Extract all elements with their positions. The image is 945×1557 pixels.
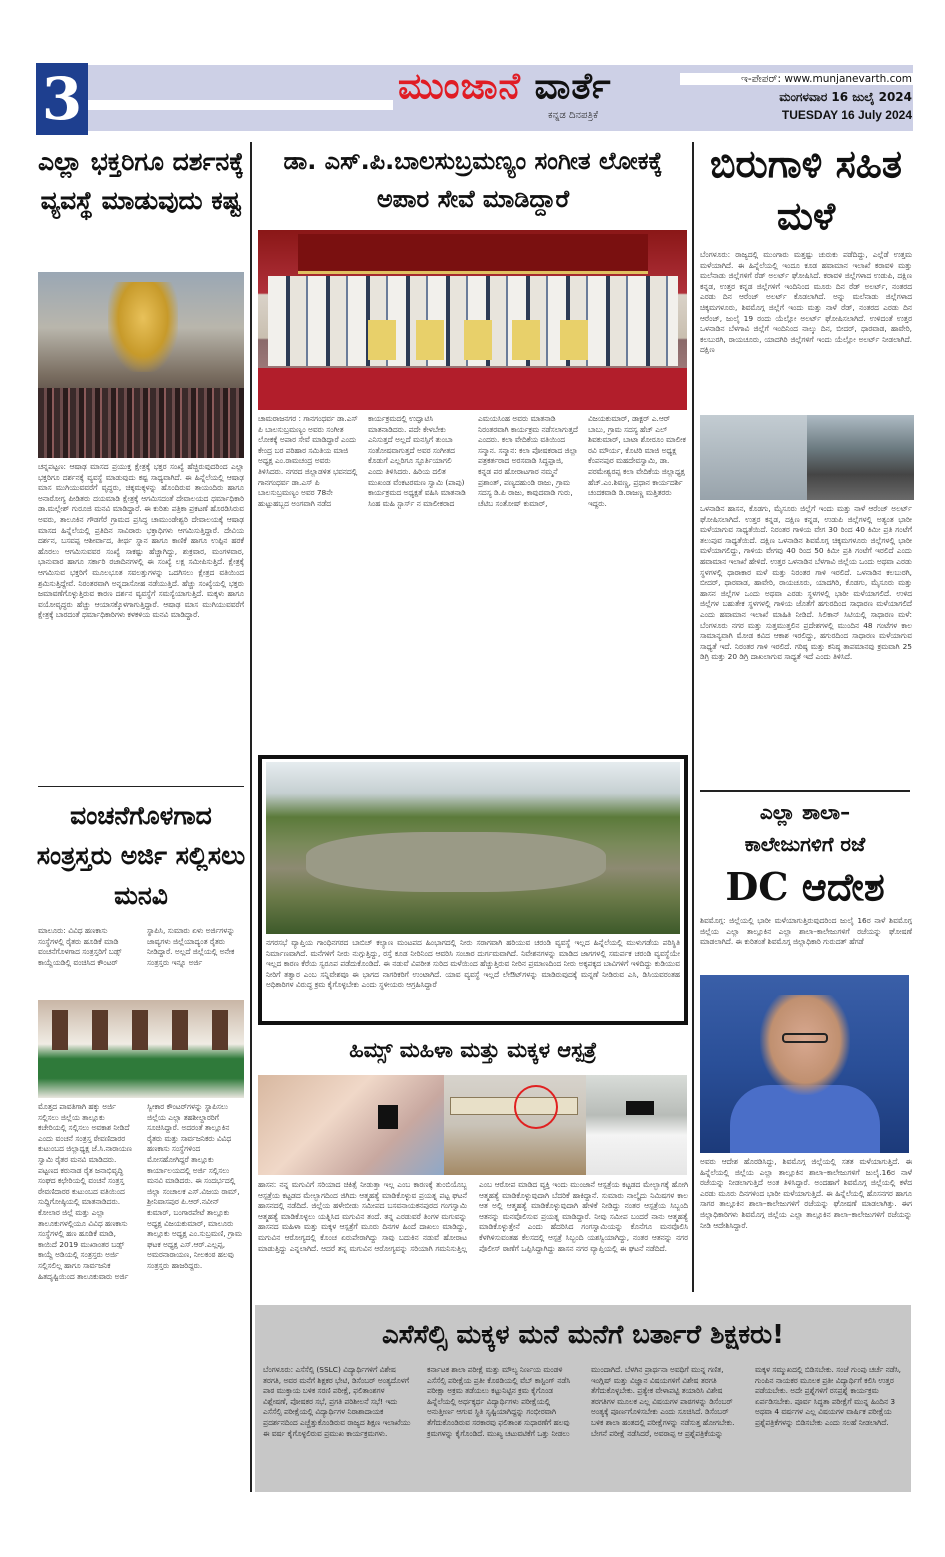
article-body-wind-rain-1: ಬೆಂಗಳೂರು: ರಾಜ್ಯದಲ್ಲಿ ಮುಂಗಾರು ಮತ್ತಷ್ಟು ಚುರುಕು ಪಡೆದಿದ್ದು, ಎಲ್ಲೆಡೆ ಉತ್ತಮ ಮಳೆಯಾಗಿದೆ. ಈ ಹಿನ್ನೆಲೆಯಲ್ಲಿ ಇಂದೂ ಕೂಡ ಹವಾಮಾನ ಇಲಾಖೆ ಕರಾವಳಿ ಮತ್ತು ಮಲೆನಾಡು ಜಿಲ್ಲೆಗಳಿಗೆ ರೆಡ್ ಅಲರ್ಟ್ ಘೋಷಿಸಿದೆ. ಕರಾವಳಿ ಜಿಲ್ಲೆಗಳಾದ ಉಡುಪಿ, ದಕ್ಷಿಣ ಕನ್ನಡ, ಉತ್ತರ ಕನ್ನಡ ಜಿಲ್ಲೆಗಳಿಗೆ ಇಂದಿನಿಂದ ಮೂರು ದಿನ ರೆಡ್ ಅಲರ್ಟ್, ನಂತರದ ಎರಡು ದಿನ ಆರೆಂಜ್ ಅಲರ್ಟ್ ಕೊಡಲಾಗಿದೆ. ಅನ್ನು ಮಲೆನಾಡು ಜಿಲ್ಲೆಗಳಾದ ಚಿಕ್ಕಮಗಳೂರು, ಶಿವಮೊಗ್ಗ ಜಿಲ್ಲೆಗೆ ಇಂದು ಮತ್ತು ನಾಳೆ ರೆಡ್, ನಂತರದ ಎರಡು ದಿನ ಆರೆಂಜ್, ಜುಲೈ 19 ರಂದು ಯೆಲ್ಲೋ ಅಲರ್ಟ್ ಘೋಷಿಸಲಾಗಿದೆ. ಉಳಿದಂತೆ ಉತ್ತರ ಒಳನಾಡಿನ ಬೆಳಗಾವಿ ಜಿಲ್ಲೆಗೆ ಇಂದಿನಿಂದ ನಾಲ್ಕು ದಿನ, ಬೀದರ್, ಧಾರವಾಡ, ಹಾವೇರಿ, ಕಲಬುರಗಿ, ರಾಯಚೂರು, ಯಾದಗಿರಿ ಜಿಲ್ಲೆಗಳಿಗೆ ಇಂದು ಯೆಲ್ಲೋ ಅಲರ್ಟ್ ನೀಡಲಾಗಿದೆ. ದಕ್ಷಿಣ bbox=[700, 250, 912, 355]
farmers-group-photo bbox=[38, 1000, 244, 1098]
censor-bar bbox=[626, 1101, 654, 1115]
date-english: TUESDAY 16 July 2024 bbox=[781, 108, 912, 122]
censor-bar bbox=[378, 1105, 398, 1129]
flooded-layout-photo bbox=[266, 762, 680, 934]
epaper-link[interactable]: ಇ-ಪೇಪರ್: www.munjanevarth.com bbox=[741, 73, 912, 85]
article-body-dc-2: ಅವರು ಆದೇಶ ಹೊರಡಿಸಿದ್ದು, ಶಿವಮೊಗ್ಗ ಜಿಲ್ಲೆಯಲ್ಲಿ ಸತತ ಮಳೆಯಾಗುತ್ತಿದೆ. ಈ ಹಿನ್ನೆಲೆಯಲ್ಲಿ ಜಿಲ್ಲೆಯ ಎಲ್ಲಾ ತಾಲ್ಲೂಕಿನ ಶಾಲಾ–ಕಾಲೇಜುಗಳಿಗೆ ಜುಲೈ.16ರ ನಾಳೆ ರಜೆಯನ್ನು ನೀಡಲಾಗುತ್ತಿದೆ ಅಂತ ತಿಳಿಸಿದ್ದಾರೆ. ಅಂದಹಾಗೆ ಶಿವಮೊಗ್ಗ ಜಿಲ್ಲೆಯಲ್ಲಿ ಕಳೆದ ಎರಡು ಮೂರು ದಿನಗಳಿಂದ ಭಾರೀ ಮಳೆಯಾಗುತ್ತಿದೆ. ಈ ಹಿನ್ನೆಲೆಯಲ್ಲಿ ಹೊಸನಗರ ಹಾಗೂ ಸಾಗರ ತಾಲ್ಲೂಕಿನ ಶಾಲಾ–ಕಾಲೇಜುಗಳಿಗೆ ರಜೆಯನ್ನು ಘೋಷಣೆ ಮಾಡಲಾಗಿತ್ತು. ಈಗ ಜಿಲ್ಲಾಧಿಕಾರಿಗಳು ಶಿವಮೊಗ್ಗ ಜಿಲ್ಲೆಯ ಎಲ್ಲಾ ತಾಲ್ಲೂಕಿನ ಶಾಲಾ–ಕಾಲೇಜುಗಳಿಗೆ ರಜೆಯನ್ನು ನೀಡಿ ಆದೇಶಿಸಿದ್ದಾರೆ. bbox=[700, 1157, 912, 1230]
article-body-victims-2: ಮೊತ್ತದ ಪಾವತಿಗಾಗಿ ಹಕ್ಕು ಅರ್ಜಿ ಸಲ್ಲಿಸಲು ಜಿಲ್ಲೆಯ ತಾಲ್ಲೂಕು ಕಚೇರಿಯಲ್ಲಿ ಸಲ್ಲಿಸಲು ಅವಕಾಶ ನೀಡಿದೆ ಎಂದು ವಂಚನೆ ಸಂತ್ರಸ್ತ ಠೇವಣಿದಾರರ ಕುಟುಂಬದ ಜಿಲ್ಲಾಧ್ಯಕ್ಷ ಜೆ.ಸಿ.ನಾರಾಯಣ ಸ್ವಾಮಿ ರೈತರ ಮನವಿ ಮಾಡಿದರು. ಪಟ್ಟಣದ ಕರುನಾಡ ರೈತ ಜನಾಭಿವೃದ್ಧಿ ಸಂಘದ ಕಛೇರಿಯಲ್ಲಿ ವಂಚನೆ ಸಂತ್ರಸ್ತ ಠೇವಣಿದಾರರ ಕುಟುಂಬದ ವತಿಯಿಂದ ಸುದ್ದಿಗೋಷ್ಠಿಯಲ್ಲಿ ಮಾತನಾಡಿದರು. ಕೋಲಾರ ಜಿಲ್ಲೆ ಮತ್ತು ಎಲ್ಲಾ ತಾಲೂಕುಗಳಲ್ಲಿಯೂ ವಿವಿಧ ಹಣಕಾಸು ಸಂಸ್ಥೆಗಳಲ್ಲಿ ಹಣ ಹೂಡಿಕೆ ಮಾಡಿ, ಕಾಯಿದೆ 2019 ಮುಖಾಂತರ ಬಡ್ಸ್ ಕಾಯ್ದೆ ಅಡಿಯಲ್ಲಿ ಸಂತ್ರಸ್ತರು ಅರ್ಜಿ ಸಲ್ಲಿಸಲಿಲ್ಲ ಹಾಗೂ ಸಾರ್ವಜನಿಕ ಹಿತದೃಷ್ಟಿಯಿಂದ ತಾಲೂಕುವಾರು ಅರ್ಜಿ ಸ್ವೀಕಾರ ಕೌಂಟರ್‌ಗಳನ್ನು ಸ್ಥಾಪಿಸಲು ಜಿಲ್ಲೆಯ ಎಲ್ಲಾ ತಹಶೀಲ್ದಾರರಿಗೆ ಸೂಚಿಸಿದ್ದಾರೆ. ಅದರಂತೆ ತಾಲ್ಲೂಕಿನ ರೈತರು ಮತ್ತು ಸಾರ್ವಜನಿಕರು ವಿವಿಧ ಹಣಕಾಸು ಸಂಸ್ಥೆಗಳಿಂದ ಮೋಸಹೋಗಿದ್ದರೆ ತಾಲ್ಲೂಕು ಕಾರ್ಯಾಲಯದಲ್ಲಿ ಅರ್ಜಿ ಸಲ್ಲಿಸಲು ಮನವಿ ಮಾಡಿದರು. ಈ ಸಂದರ್ಭದಲ್ಲಿ ಜಿಲ್ಲಾ ಸಂಚಾಲಕ ಎಸ್.ವಿಜಯ ರಾಮ್, ಶ್ರೀನಿವಾಸಪುರ ಪಿ.ಆರ್.ನವೀನ್ ಕುಮಾರ್, ಬಂಗಾರಪೇಟೆ ತಾಲ್ಲೂಕು ಅಧ್ಯಕ್ಷ ವಿಜಯಕುಮಾರ್, ಮಾಲೂರು ತಾಲ್ಲೂಕು ಅಧ್ಯಕ್ಷ ಎಂ.ಸುಬ್ರಮಣಿ, ಗ್ರಾಮ ಘಟಕ ಅಧ್ಯಕ್ಷ ಎಸ್.ಆರ್.ಎಲ್ಲಪ್ಪ, ಅಮರನಾರಾಯಣ, ನೀಲಕಂಠ ಹಲವು ಸಂತ್ರಸ್ತರು ಹಾಜರಿದ್ದರು. bbox=[38, 1102, 242, 1281]
column-divider bbox=[250, 142, 252, 1492]
headline-victims[interactable]: ವಂಚನೆಗೊಳಗಾದ ಸಂತ್ರಸ್ತರು ಅರ್ಜಿ ಸಲ್ಲಿಸಲು ಮನವಿ bbox=[36, 801, 246, 910]
headline-dc-line1[interactable]: ಎಲ್ಲಾ ಶಾಲಾ– bbox=[759, 800, 851, 824]
newspaper-logo bbox=[398, 66, 612, 108]
article-body-wind-rain-2: ಒಳನಾಡಿನ ಹಾಸನ, ಕೊಡಗು, ಮೈಸೂರು ಜಿಲ್ಲೆಗೆ ಇಂದು ಮತ್ತು ನಾಳೆ ಆರೆಂಜ್ ಅಲರ್ಟ್ ಘೋಷಿಸಲಾಗಿದೆ. ಉತ್ತರ ಕನ್ನಡ, ದಕ್ಷಿಣ ಕನ್ನಡ, ಉಡುಪಿ ಜಿಲ್ಲೆಗಳಲ್ಲಿ ಅತ್ಯಂತ ಭಾರೀ ಮಳೆಯಾಗುವ ಸಾಧ್ಯತೆಯಿದೆ. ನಿರಂತರ ಗಾಳಿಯ ವೇಗ 30 ರಿಂದ 40 ಕಿಮೀ ಪ್ರತಿ ಗಂಟೆಗೆ ತಲುಪುವ ಸಾಧ್ಯತೆಯಿದೆ. ದಕ್ಷಿಣ ಒಳನಾಡಿನ ಶಿವಮೊಗ್ಗ ಚಿಕ್ಕಮಗಳೂರು ಜಿಲ್ಲೆಗಳಲ್ಲಿ ಭಾರೀ ಮಳೆಯಾಗಲಿದ್ದು, ಗಾಳಿಯ ವೇಗವು 40 ರಿಂದ 50 ಕಿಮೀ ಪ್ರತಿ ಗಂಟೆಗೆ ಇರಲಿದೆ ಎಂದು ಹವಾಮಾನ ಇಲಾಖೆ ಹೇಳಿದೆ. ಉತ್ತರ ಒಳನಾಡಿನ ಬೆಳಗಾವಿ ಜಿಲ್ಲೆಯ ಒಂದು ಅಥವಾ ಎರಡು ಸ್ಥಳಗಳಲ್ಲಿ ಧಾರಾಕಾರ ಮಳೆ ಮತ್ತು ನಿರಂತರ ಗಾಳಿ ಇರಲಿದೆ. ಒಳನಾಡಿನ ಕಲಬುರಗಿ, ಬೀದರ್, ಧಾರವಾಡ, ಹಾವೇರಿ, ರಾಯಚೂರು, ಯಾದಗಿರಿ, ಕೊಡಗು, ಮೈಸೂರು ಮತ್ತು ಹಾಸನ ಜಿಲ್ಲೆಗಳ ಒಂದು ಅಥವಾ ಎರಡು ಸ್ಥಳಗಳಲ್ಲಿ ಭಾರೀ ಮಳೆಯಾಗಲಿದೆ. ಉಳಿದ ಜಿಲ್ಲೆಗಳ ಬಹುತೇಕ ಸ್ಥಳಗಳಲ್ಲಿ ಗಾಳಿಯ ಜೊತೆಗೆ ಹಗುರದಿಂದ ಸಾಧಾರಣ ಮಳೆಯಾಗಲಿದೆ ಎಂದು ಹವಾಮಾನ ಇಲಾಖೆ ಮಾಹಿತಿ ನೀಡಿದೆ. ಸಿಲಿಕಾನ್ ಸಿಟಿಯಲ್ಲಿ ಸಾಧಾರಣ ಮಳೆ: ಬೆಂಗಳೂರು ನಗರ ಮತ್ತು ಸುತ್ತಮುತ್ತಲಿನ ಪ್ರದೇಶಗಳಲ್ಲಿ ಮುಂದಿನ 48 ಗಂಟೆಗಳ ಕಾಲ ಸಾಮಾನ್ಯವಾಗಿ ಮೋಡ ಕವಿದ ಆಕಾಶ ಇರಲಿದ್ದು, ಹಗುರದಿಂದ ಸಾಧಾರಣ ಮಳೆಯಾಗುವ ಸಾಧ್ಯತೆ ಇದೆ. ನಿರಂತರ ಗಾಳಿ ಇರಲಿದೆ. ಗರಿಷ್ಠ ಮತ್ತು ಕನಿಷ್ಠ ತಾಪಮಾನವು ಕ್ರಮವಾಗಿ 25 ಡಿಗ್ರಿ ಮತ್ತು 20 ಡಿಗ್ರಿ ದಾಖಲಾಗುವ ಸಾಧ್ಯತೆ ಇದೆ ಎಂದು ತಿಳಿಸಿದೆ. bbox=[700, 504, 912, 662]
date-kannada: ಮಂಗಳವಾರ 16 ಜುಲೈ 2024 bbox=[779, 90, 912, 104]
shirt bbox=[730, 1085, 880, 1153]
sea-waves-photo bbox=[807, 415, 914, 500]
section-divider bbox=[38, 786, 244, 787]
section-divider bbox=[700, 790, 910, 792]
page-number: 3 bbox=[36, 63, 88, 135]
logo-tagline: ಕನ್ನಡ ದಿನಪತ್ರಿಕೆ bbox=[548, 110, 599, 121]
article-body-sslc: ಬೆಂಗಳೂರು: ಎಸೆಸೆಲ್ಸಿ (SSLC) ವಿದ್ಯಾರ್ಥಿಗಳಿಗೆ ವಿಶೇಷ ತರಗತಿ, ಅವರ ಮನೆಗೆ ಶಿಕ್ಷಕರ ಭೇಟಿ, ಡಿಸೆಂಬರ್ ಅಂತ್ಯದೊಳಗೆ ಪಾಠ ಮುಕ್ತಾಯ ಬಳಿಕ ಸರಣಿ ಪರೀಕ್ಷೆ, ಫಲಿತಾಂಶಗಳ ವಿಶ್ಲೇಷಣೆ, ಪೋಷಕರ ಸಭೆ, ಪ್ರಗತಿ ಪರಿಶೀಲನೆ ಸಭೆ! ಇದು ಎಸೆಸೆಲ್ಸಿ ಪರೀಕ್ಷೆಯಲ್ಲಿ ವಿದ್ಯಾರ್ಥಿಗಳ ನಿರಾಶಾದಾಯಕ ಪ್ರದರ್ಶನದಿಂದ ಎಚ್ಚೆತ್ತುಕೊಂಡಿರುವ ರಾಜ್ಯದ ಶಿಕ್ಷಣ ಇಲಾಖೆಯು ಈ ವರ್ಷ ಕೈಗೊಳ್ಳಲಿರುವ ಪ್ರಮುಖ ಕಾರ್ಯಕ್ರಮಗಳು. ಕರ್ನಾಟಕ ಶಾಲಾ ಪರೀಕ್ಷೆ ಮತ್ತು ಮೌಲ್ಯ ನಿರ್ಣಯ ಮಂಡಳಿ ಎಸೆಸೆಲ್ಸಿ ಪರೀಕ್ಷೆಯ ಪ್ರತೀ ಕೊಠಡಿಯಲ್ಲಿ ವೆಬ್ ಕಾಸ್ಟಿಂಗ್ ನಡೆಸಿ ಪರೀಕ್ಷಾ ಅಕ್ರಮ ತಡೆಯಲು ಕಟ್ಟುನಿಟ್ಟಿನ ಕ್ರಮ ಕೈಗೊಂಡ ಹಿನ್ನೆಲೆಯಲ್ಲಿ ಅರ್ಧಕ್ಕರ್ಧ ವಿದ್ಯಾರ್ಥಿಗಳು ಪರೀಕ್ಷೆಯಲ್ಲಿ ಅನುತ್ತೀರ್ಣ ಆಗುವ ಸ್ಥಿತಿ ಸೃಷ್ಟಿಯಾಗಿದ್ದನ್ನು ಗಂಭೀರವಾಗಿ ತೆಗೆದುಕೊಂಡಿರುವ ಸರಕಾರವು ಫಲಿತಾಂಶ ಸುಧಾರಣೆಗೆ ಹಲವು ಕ್ರಮಗಳನ್ನು ಕೈಗೊಂಡಿದೆ. ಮುಖ್ಯ ಚಟುವಟಿಕೆಗೆ ಒತ್ತು ನೀಡಲು ಮುಂದಾಗಿದೆ. ಬೆಳಗಿನ ಪ್ರಾರ್ಥನಾ ಅವಧಿಗೆ ಮುನ್ನ ಗಣಿತ, ಇಂಗ್ಲಿಷ್ ಮತ್ತು ವಿಜ್ಞಾನ ವಿಷಯಗಳಿಗೆ ವಿಶೇಷ ತರಗತಿ ತೆಗೆದುಕೊಳ್ಳಬೇಕು. ಪ್ರತ್ಯೇಕ ವೇಳಾಪಟ್ಟಿ ತಯಾರಿಸಿ ವಿಶೇಷ ತರಗತಿಗಳ ಮೂಲಕ ಎಲ್ಲ ವಿಷಯಗಳ ಪಾಠಗಳನ್ನು ಡಿಸೆಂಬರ್ ಅಂತ್ಯಕ್ಕೆ ಪೂರ್ಣಗೊಳಿಸಬೇಕು ಎಂದು ಸೂಚಿಸಿದೆ. ಡಿಸೆಂಬರ್ ಬಳಿಕ ಶಾಲಾ ಹಂತದಲ್ಲಿ ಪರೀಕ್ಷೆಗಳನ್ನು ನಡೆಸುತ್ತ ಹೋಗಬೇಕು. ಬೇಗನೆ ಪರೀಕ್ಷೆ ನಡೆಸಿದರೆ, ಅವರಾಪ್ಪ ಆ ಪ್ರಶ್ನೆಪತ್ರಿಕೆಯನ್ನು ಮಕ್ಕಳ ಸಮ್ಮುಖದಲ್ಲಿ ಬಿಡಿಸಬೇಕು. ಸಂಜೆ ಗುಂಪು ಚರ್ಚೆ ನಡೆಸಿ, ಗುಂಪಿನ ನಾಯಕರ ಮೂಲಕ ಪ್ರತೀ ವಿದ್ಯಾರ್ಥಿಗೆ ಕಲಿಸಿ ಉತ್ತರ ಪಡೆಯಬೇಕು. ಅದೇ ಪ್ರಶ್ನೆಗಳಿಗೆ ರಸಪ್ರಶ್ನೆ ಕಾರ್ಯಕ್ರಮ ಏರ್ಪಡಿಸಬೇಕು. ಪೂರ್ವ ಸಿದ್ಧತಾ ಪರೀಕ್ಷೆಗೆ ಮುನ್ನ ಹಿಂದಿನ 3 ಅಥವಾ 4 ವರ್ಷಗಳ ಎಲ್ಲ ವಿಷಯಗಳ ವಾರ್ಷಿಕ ಪರೀಕ್ಷೆಯ ಪ್ರಶ್ನೆಪತ್ರಿಕೆಗಳನ್ನು ಬಿಡಿಸಬೇಕು ಎಂದು ಸಲಹೆ ನೀಡಲಾಗಿದೆ. bbox=[263, 1365, 901, 1438]
deity-statue bbox=[108, 282, 178, 372]
hospital-building-photo bbox=[444, 1075, 586, 1175]
sslc-story-box bbox=[255, 1305, 911, 1492]
crowd bbox=[38, 388, 244, 458]
photo-frames bbox=[368, 320, 608, 360]
headline-devotees[interactable]: ಎಲ್ಲಾ ಭಕ್ತರಿಗೂ ದರ್ಶನಕ್ಕೆ ವ್ಯವಸ್ಥೆ ಮಾಡುವುದು ಕಷ್ಟ bbox=[38, 147, 244, 215]
headline-dc-order[interactable]: DC ಆದೇಶ bbox=[725, 864, 885, 909]
flood-caption: ನಗರಸಭೆ ವ್ಯಾಪ್ತಿಯ ಗಾಂಧಿನಗರದ ಬಾಬಿಚ್ ಕಲ್ಯಾಣ ಮಂಟಪದ ಹಿಂಭಾಗದಲ್ಲಿ ನೀರು ಸರಾಗವಾಗಿ ಹರಿಯುವ ಚರಂಡಿ ವ್ಯವಸ್ಥೆ ಇಲ್ಲದ ಹಿನ್ನೆಲೆಯಲ್ಲಿ ಮುಳುಗಡೆಯ ಪರಿಸ್ಥಿತಿ ನಿರ್ಮಾಣವಾಗಿದೆ. ಮನೆಗಳಿಗೆ ನೀರು ನುಗ್ಗುತ್ತಿದ್ದು, ರಸ್ತೆ ಕೂಡ ನೀರಿನಿಂದ ಆವರಿಸಿ ಸಂಚಾರ ದುರ್ಗಮವಾಗಿದೆ. ನಿವೇಶನಗಳನ್ನು ಮಾಡಿದ ಜಾಗಗಳಲ್ಲಿ ಸಮರ್ಪಕ ಚರಂಡಿ ವ್ಯವಸ್ಥೆಯೇ ಇಲ್ಲದ ಕಾರಣ ಕೆರೆಯ ಸ್ವರೂಪ ಪಡೆದುಕೊಂಡಿದೆ. ಈ ನಡುವೆ ವಿಪರೀತ ಸುರಿದ ಮಳೆಯಿಂದ ಹೆಚ್ಚುತ್ತಿರುವ ನೀರಿನ ಪ್ರಮಾಣದಿಂದ ನೀರು ಅಕ್ಕಪಕ್ಕದ ಬಾವಿಗಳಿಗೆ ಇಳಿದಿದ್ದು ಕುಡಿಯುವ ನೀರಿಗೆ ತತ್ವಾರ ಎಂಬ ಸನ್ನಿವೇಶವೂ ಈ ಭಾಗದ ನಾಗರಿಕರಿಗೆ ಉಂಟಾಗಿದೆ. ಯಾವ ವ್ಯವಸ್ಥೆ ಇಲ್ಲದೆ ಲೇಔಟ್‌ಗಳನ್ನು ಮಾಡಿರುವುದಕ್ಕೆ ಮನ್ನಣೆ ನೀಡಿರುವ ಎಸಿ, ಡಿಸಿಯವರಂತಹ ಅಧಿಕಾರಿಗಳ ವಿರುದ್ಧ ಕ್ರಮ ಕೈಗೊಳ್ಳಬೇಕು ಎಂದು ಸ್ಥಳೀಯರು ಆಗ್ರಹಿಸಿದ್ದಾರೆ bbox=[266, 938, 680, 990]
article-body-victims-1: ಮಾಲೂರು: ವಿವಿಧ ಹಣಕಾಸು ಸಂಸ್ಥೆಗಳಲ್ಲಿ ರೈತರು ಹೂಡಿಕೆ ಮಾಡಿ ವಂಚನೆಗೊಳಗಾದ ಸಂತ್ರಸ್ತರಿಗೆ ಬಡ್ಸ್ ಕಾಯ್ದೆಯಡಿಲ್ಲಿ ವಂಚಿಸಿದ ಕೌಂಟರ್ ಸ್ಥಾಪಿಸಿ, ಸುಮಾರು ಏಳು ಅರ್ಜಿಗಳನ್ನು ಜಾವ್ಯಗಳು ಜಿಲ್ಲೆಯಾದ್ಯಂತ ರೈತರು ನೀಡಿದ್ದಾರೆ. ಅಲ್ಲದೆ ಜಿಲ್ಲೆಯಲ್ಲಿ ಅನೇಕ ಸಂತ್ರಸ್ತರು ಇನ್ನೂ ಅರ್ಜಿ bbox=[38, 926, 235, 967]
article-body-hims: ಹಾಸನ: ನನ್ನ ಮಗುವಿಗೆ ಸರಿಯಾದ ಚಿಕಿತ್ಸೆ ನೀಡುತ್ತಾ ಇಲ್ಲ ಎಂಬ ಕಾರಣಕ್ಕೆ ತುಂಬಿಯೊಬ್ಬ ಆಸ್ಪತ್ರೆಯ ಕಟ್ಟಡದ ಮೇಲ್ಭಾಗದಿಂದ ಜಿಗಿದು ಆತ್ಮಹತ್ಯೆ ಮಾಡಿಕೊಳ್ಳುವ ಪ್ರಯತ್ನ ಪಟ್ಟ ಘಟನೆ ಹಾಸನದಲ್ಲಿ ನಡೆದಿದೆ. ಜಿಲ್ಲೆಯ ಹಳೇಬೀಡು ಸಮೀಪದ ಬಸವನಾಯಕನಪುರದ ಗಂಗಸ್ವಾಮಿ ಆತ್ಮಹತ್ಯೆ ಮಾಡಿಕೊಳ್ಳಲು ಯತ್ನಿಸಿದ ಮಗುವಿನ ತಂದೆ. ತನ್ನ ಎರಡುವರೆ ತಿಂಗಳ ಮಗುವನ್ನು ಹಾಸನದ ಮಹಿಳಾ ಮತ್ತು ಮಕ್ಕಳ ಆಸ್ಪತ್ರೆಗೆ ಮೂರು ದಿನಗಳ ಹಿಂದೆ ದಾಖಲು ಮಾಡಿದ್ದು, ಮಗುವಿನ ಆರೋಗ್ಯದಲ್ಲಿ ಕೊಂಚ ಏರುಪೇರಾಗಿದ್ದು ಸಾವು ಬದುಕಿನ ನಡುವೆ ಹೋರಾಟ ಮಾಡುತ್ತಿದ್ದು ಎನ್ನಲಾಗಿದೆ. ಆದರೆ ತನ್ನ ಮಗುವಿನ ಆರೋಗ್ಯವನ್ನು ಸರಿಯಾಗಿ ಗಮನಿಸುತ್ತಿಲ್ಲ ಎಂಬ ಆರೋಪ ಮಾಡಿದ ವ್ಯಕ್ತಿ ಇಂದು ಮುಂಜಾನೆ ಆಸ್ಪತ್ರೆಯ ಕಟ್ಟಡದ ಮೇಲ್ಭಾಗಕ್ಕೆ ಹೋಗಿ ಆತ್ಮಹತ್ಯೆ ಮಾಡಿಕೊಳ್ಳುವುದಾಗಿ ಬೆದರಿಕೆ ಹಾಕಿದ್ದಾನೆ. ಸುಮಾರು ನಾಲ್ಕೈದು ನಿಮಿಷಗಳ ಕಾಲ ಆತ ಅಲ್ಲಿ ಆತ್ಮಹತ್ಯೆ ಮಾಡಿಕೊಳ್ಳುವುದಾಗಿ ಹೇಳಿಕೆ ನೀಡಿದ್ದು ನಂತರ ಆಸ್ಪತ್ರೆಯ ಸಿಬ್ಬಂದಿ ಆತನನ್ನು ಮನವೊಲಿಸುವ ಪ್ರಯತ್ನ ಮಾಡಿದ್ದಾರೆ. ನೀವು ಸಮೀಪ ಬಂದರೆ ನಾನು ಆತ್ಮಹತ್ಯೆ ಮಾಡಿಕೊಳ್ಳುತ್ತೇನೆ ಎಂದು ಹೆದರಿಸಿದ ಗಂಗಸ್ವಾಮಿಯನ್ನು ಕೊನೆಗೂ ಮನವೊಲಿಸಿ ಕೆಳಗಿಳಿಸುವಂತಹ ಕೆಲಸದಲ್ಲಿ ಆಸ್ಪತ್ರೆ ಸಿಬ್ಬಂದಿ ಯಶಸ್ವಿಯಾಗಿದ್ದು, ನಂತರ ಆತನನ್ನು ನಗರ ಪೊಲೀಸ್ ಠಾಣೆಗೆ ಒಪ್ಪಿಸಿದ್ದಾಗಿದ್ದು ಹಾಸನ ನಗರ ವ್ಯಾಪ್ತಿಯಲ್ಲಿ ಈ ಘಟನೆ ನಡೆದಿದೆ. bbox=[258, 1180, 688, 1253]
glasses bbox=[782, 1033, 828, 1043]
stage-carpet bbox=[258, 368, 687, 410]
headline-wind-rain[interactable]: ಬಿರುಗಾಳಿ ಸಹಿತ ಮಳೆ bbox=[709, 142, 903, 238]
article-body-dc-1: ಶಿವಮೊಗ್ಗ: ಜಿಲ್ಲೆಯಲ್ಲಿ ಭಾರೀ ಮಳೆಯಾಗುತ್ತಿರುವುದರಿಂದ ಜುಲೈ 16ರ ನಾಳೆ ಶಿವಮೊಗ್ಗ ಜಿಲ್ಲೆಯ ಎಲ್ಲಾ ತಾಲ್ಲೂಕಿನ ಎಲ್ಲಾ ಶಾಲಾ–ಕಾಲೇಜುಗಳಿಗೆ ರಜೆಯನ್ನು ಘೋಷಣೆ ಮಾಡಲಾಗಿದೆ. ಈ ಕುರಿತಂತೆ ಶಿವಮೊಗ್ಗ ಜಿಲ್ಲಾಧಿಕಾರಿ ಗುರುದತ್ ಹೆಗಡೆ bbox=[700, 916, 912, 947]
event-banner bbox=[298, 234, 648, 274]
deputy-commissioner-photo bbox=[700, 975, 909, 1153]
column-divider bbox=[692, 142, 694, 1292]
logo-word-2: ವಾರ್ತೆ bbox=[534, 66, 612, 107]
farmers bbox=[38, 1010, 244, 1050]
headline-hims[interactable]: ಹಿಮ್ಸ್ ಮಹಿಳಾ ಮತ್ತು ಮಕ್ಕಳ ಆಸ್ಪತ್ರೆ bbox=[349, 1038, 597, 1062]
face bbox=[760, 995, 850, 1095]
headline-sslc[interactable]: ಎಸೆಸೆಲ್ಸಿ ಮಕ್ಕಳ ಮನೆ ಮನೆಗೆ ಬರ್ತಾರೆ ಶಿಕ್ಷಕರು! bbox=[381, 1320, 784, 1350]
article-body-spb: ಚಾಮರಾಜನಗರ : ಗಾನಗಂಧರ್ವ ಡಾ.ಎಸ್ ಪಿ ಬಾಲಸುಬ್ರಮಣ್ಯಂ ಅವರು ಸಂಗೀತ ಲೋಕಕ್ಕೆ ಅಪಾರ ಸೇವೆ ಮಾಡಿದ್ದಾರೆ ಎಂದು ಕೇಂದ್ರ ಬರ ಪರಿಹಾರ ಸಮಿತಿಯ ಮಾಜಿ ಅಧ್ಯಕ್ಷ ಎಂ.ರಾಮಚಂದ್ರ ಅವರು ತಿಳಿಸಿದರು. ನಗರದ ಜಿಲ್ಲಾಡಳಿತ ಭವನದಲ್ಲಿ ಗಾನಗಂಧರ್ವ ಡಾ.ಎಸ್ ಪಿ ಬಾಲಸುಬ್ರಮಣ್ಯಂ ಅವರ 78ನೇ ಹುಟ್ಟುಹಬ್ಬದ ಅಂಗವಾಗಿ ನಡೆದ ಕಾರ್ಯಕ್ರಮದಲ್ಲಿ ಉದ್ಘಾಟಿಸಿ ಮಾತನಾಡಿದರು. ಪದೇ ಕೇಳಬೇಕು ಎನಿಸುತ್ತದೆ ಅಲ್ಲದೆ ಮನಸ್ಸಿಗೆ ತುಂಬಾ ಸಂತೋಷವಾಗುತ್ತದೆ ಅವರ ಸಂಗೀತದ ಕೊಡುಗೆ ಎಲ್ಲರಿಗೂ ಸ್ಫೂರ್ತಿಯಾಗಲಿ ಎಂದು ತಿಳಿಸಿದರು. ಹಿರಿಯ ದಲಿತ ಮುಖಂಡ ವೆಂಕಟರಮಣ ಸ್ವಾಮಿ (ಪಾಪು) ಕಾರ್ಯಕ್ರಮದ ಅಧ್ಯಕ್ಷತೆ ವಹಿಸಿ ಮಾತನಾಡಿ ಸಿಂಹ ಮಹಿ ಸ್ಟಾರ್ಸ್ ನ ಮಾಲೀಕರಾದ ಎಮಯಸಿಂಹ ಅವರು ಮಾತನಾಡಿ ನಿರಂತರವಾಗಿ ಕಾರ್ಯಕ್ರಮ ನಡೆಸಲಾಗುತ್ತದೆ ಎಂದರು. ಕಲಾ ವೇದಿಕೆಯ ವತಿಯಿಂದ ಸನ್ಮಾನ. ಸನ್ಮಾನ: ಕಲಾ ಪೋಷಕರಾದ ಜಿಲ್ಲಾ ಪತ್ರಕರ್ತರಾದ ಅರಸವಾಡಿ ಸಿದ್ಧಪ್ಪಾಜಿ, ಕನ್ನಡ ಪರ ಹೋರಾಟಗಾರ ನಮ್ಮನೆ ಪ್ರಶಾಂತ್, ಪಣ್ಯದಹುಂಡಿ ರಾಜು, ಗ್ರಾಮ ಸದಸ್ಯ ಡಿ.ಪಿ ರಾಜು, ಕಾವುದವಾಡಿ ಗುರು, ಚೆಟಿಬ ಸಂತೋಷ್ ಕುಮಾರ್, ವಿಜಯಕುಮಾರ್, ಡಾಕ್ಟರ್ ಎ.ಆರ್ ಬಾಬು, ಗ್ರಾಮ ಸದಸ್ಯ ಹೆಚ್ ಎಲ್ ಶಿವಕುಮಾರ್, ಬಾಟಾ ಶೋರೂಂ ಮಾಲೀಕ ರವಿ ಮೌರ್ಯ, ಕೊಟಿರಿ ಮಾಜಿ ಅಧ್ಯಕ್ಷ ಕೆಂಪನಪುರ ಮಹದೇವಸ್ವಾಮಿ, ಡಾ. ಪರಮೇಶ್ವರಪ್ಪ ಕಲಾ ವೇದಿಕೆಯ ಜಿಲ್ಲಾಧ್ಯಕ್ಷ ಹೆಚ್.ಎಂ.ಶಿವಣ್ಣ, ಪ್ರಧಾನ ಕಾರ್ಯದರ್ಶಿ ಚಂದಕವಾಡಿ ಡಿ.ರಾಜಣ್ಣ ಮತ್ತಿತರರು ಇದ್ದರು. bbox=[258, 414, 686, 508]
floodwater bbox=[306, 832, 606, 892]
highlight-circle bbox=[514, 1085, 558, 1129]
infant-photo bbox=[258, 1075, 444, 1175]
masthead-rule bbox=[88, 100, 393, 110]
temple-crowd-photo bbox=[38, 272, 244, 458]
logo-word-1: ಮುಂಜಾನೆ bbox=[398, 66, 521, 107]
article-body-devotees: ಚನ್ನಪಟ್ಟಣ: ಆಷಾಢ ಮಾಸದ ಪ್ರಯುಕ್ತ ಕ್ಷೇತ್ರಕ್ಕೆ ಭಕ್ತರ ಸಂಖ್ಯೆ ಹೆಚ್ಚಿರುವುದರಿಂದ ಎಲ್ಲಾ ಭಕ್ತರಿಗೂ ದರ್ಶನಕ್ಕೆ ವ್ಯವಸ್ಥೆ ಮಾಡುವುದು ಕಷ್ಟ ಸಾಧ್ಯವಾಗಿದೆ. ಈ ಹಿನ್ನೆಲೆಯಲ್ಲಿ ಆಷಾಢ ಮಾಸ ಮುಗಿಯುವವರೆಗೆ ವೃದ್ಧರು, ಚಿಕ್ಕಮಕ್ಕಳನ್ನು ಹೊಂದಿರುವ ತಾಯಂದಿರು ಹಾಗೂ ಅನಾರೋಗ್ಯ ಪೀಡಿತರು ದಯಮಾಡಿ ಕ್ಷೇತ್ರಕ್ಕೆ ಆಗಮಿಸದಂತೆ ದೇವಾಲಯದ ಧರ್ಮಾಧಿಕಾರಿ ಡಾ.ಮಲ್ಲೇಶ್ ಗುರೂಜಿ ಮನವಿ ಮಾಡಿದ್ದಾರೆ. ಈ ಕುರಿತು ಪತ್ರಿಕಾ ಪ್ರಕಟಣೆ ಹೊರಡಿಸಿರುವ ಅವರು, ತಾಲೂಕಿನ ಗೌಡಗೆರೆ ಗ್ರಾಮದ ಪ್ರಸಿದ್ಧ ಚಾಮುಂಡೇಶ್ವರಿ ದೇವಾಲಯಕ್ಕೆ ಆಷಾಢ ಮಾಸದ ಹಿನ್ನೆಲೆಯಲ್ಲಿ ಪ್ರತಿದಿನ ಸಾವಿರಾರು ಭಕ್ತಾಧಿಗಳು ಆಗಮಿಸುತ್ತಿದ್ದಾರೆ. ದೇವಿಯ ದರ್ಶನ, ಬಸವಪ್ಪ ಆಶೀರ್ವಾದ, ತೀರ್ಥ ಸ್ನಾನ ಹಾಗೂ ಕಾಣಿಕೆ ಹಾಗೂ ಉಪ್ಪಿನ ಹರಕೆ ಹೊರಲು ಆಗಮಿಸುವವರ ಸಂಖ್ಯೆ ಸಾಕಷ್ಟು ಹೆಚ್ಚಾಗಿದ್ದು, ಶುಕ್ರವಾರ, ಮಂಗಳವಾರ, ಭಾನುವಾರ ಹಾಗೂ ಸರ್ಕಾರಿ ರಜಾದಿನಗಳಲ್ಲಿ ಈ ಸಂಖ್ಯೆ ಲಕ್ಷ ಸಮೀಪಿಸುತ್ತಿದೆ. ಕ್ಷೇತ್ರಕ್ಕೆ ಆಗಮಿಸುವ ಭಕ್ತರಿಗೆ ಮೂಲಭೂತ ಸವಲತ್ತುಗಳನ್ನು ಒದಗಿಸಲು ಕ್ಷೇತ್ರದ ವತಿಯಿಂದ ಶ್ರಮಿಸುತ್ತಿದ್ದೇವೆ. ನಿರಂತರವಾಗಿ ಅನ್ನದಾಸೋಹ ನಡೆಯುತ್ತಿದೆ. ಹೆಚ್ಚು ಸಂಖ್ಯೆಯಲ್ಲಿ ಭಕ್ತರು ಜಮಾವಣೆಗೊಳ್ಳುತ್ತಿರುವ ಕಾರಣ ದರ್ಶನ ವ್ಯವಸ್ಥೆಗೆ ಸಮಸ್ಯೆಯಾಗುತ್ತಿದೆ. ಮಕ್ಕಳು ಹಾಗೂ ವಯೋವೃದ್ಧರು ಹೆಚ್ಚು ಆಯಾಸಕ್ಕೊಳಗಾಗುತ್ತಿದ್ದಾರೆ. ಆಷಾಢ ಮಾಸ ಮುಗಿಯುವವರೆಗೆ ಕ್ಷೇತ್ರಕ್ಕೆ ಬಾರದಂತೆ ಧರ್ಮಾಧಿಕಾರಿಗಳು ಕಳಕಳಿಯ ಮನವಿ ಮಾಡಿದ್ದಾರೆ. bbox=[38, 462, 244, 620]
headline-spb[interactable]: ಡಾ. ಎಸ್.ಪಿ.ಬಾಲಸುಬ್ರಮಣ್ಯಂ ಸಂಗೀತ ಲೋಕಕ್ಕೆ ಅಪಾರ ಸೇವೆ ಮಾಡಿದ್ದಾರೆ bbox=[283, 147, 663, 213]
headline-dc-line2[interactable]: ಕಾಲೇಜುಗಳಿಗೆ ರಜೆ bbox=[744, 832, 866, 856]
rain-road-photo bbox=[700, 415, 807, 500]
felicitation-event-photo bbox=[258, 230, 687, 410]
father-photo bbox=[586, 1075, 687, 1175]
